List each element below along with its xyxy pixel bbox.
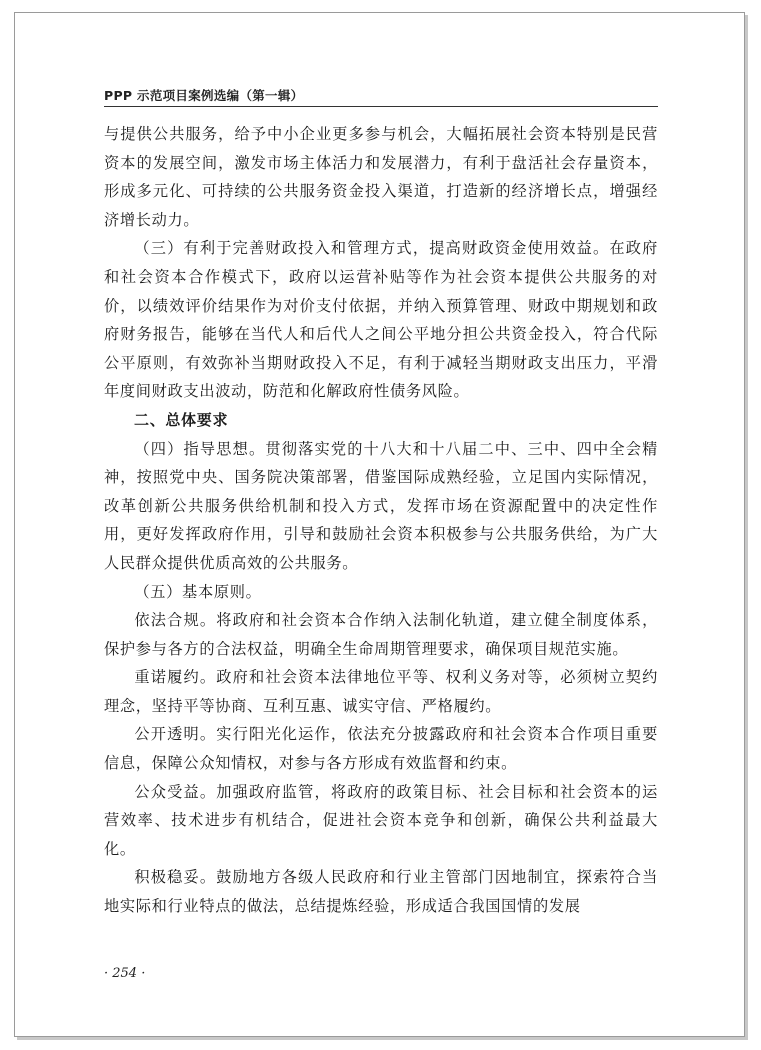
paragraph-item-4: （四）指导思想。贯彻落实党的十八大和十八届二中、三中、四中全会精神，按照党中央、国务院决策部署，借鉴国际成熟经验，立足国内实际情况，改革创新公共服务供给机制和投入方式，发挥市场在资源配置中的决定性作用，更好发挥政府作用，引导和鼓励社会资本积极参与公共服务供给，为广大人民群众提供优质高效的公共服务。 xyxy=(104,439,658,572)
header-rule xyxy=(104,106,658,107)
page-number: · 254 · xyxy=(104,966,146,981)
paragraph-principle-contract: 重诺履约。政府和社会资本法律地位平等、权利义务对等，必须树立契约理念，坚持平等协商、互利互惠、诚实守信、严格履约。 xyxy=(104,668,658,715)
book-title: PPP 示范项目案例选编 xyxy=(104,88,240,103)
paragraph-principle-legal: 依法合规。将政府和社会资本合作纳入法制化轨道，建立健全制度体系，保护参与各方的合法权益，明确全生命周期管理要求，确保项目规范实施。 xyxy=(104,611,658,658)
paragraph-item-5: （五）基本原则。 xyxy=(134,582,262,601)
running-header xyxy=(104,86,303,104)
body-text xyxy=(104,120,658,921)
volume-label: （第一辑） xyxy=(239,88,304,103)
paragraph-principle-prudence: 积极稳妥。鼓励地方各级人民政府和行业主管部门因地制宜，探索符合当地实际和行业特点的做法，总结提炼经验，形成适合我国国情的发展 xyxy=(104,868,658,916)
paragraph-principle-transparency: 公开透明。实行阳光化运作，依法充分披露政府和社会资本合作项目重要信息，保障公众知情权，对参与各方形成有效监督和约束。 xyxy=(104,725,658,773)
paragraph-principle-public-benefit: 公众受益。加强政府监管，将政府的政策目标、社会目标和社会资本的运营效率、技术进步有机结合，促进社会资本竞争和创新，确保公共利益最大化。 xyxy=(104,782,658,858)
section-heading: 二、总体要求 xyxy=(134,410,229,429)
paragraph-continued: 与提供公共服务，给予中小企业更多参与机会，大幅拓展社会资本特别是民营资本的发展空间，激发市场主体活力和发展潜力，有利于盘活社会存量资本，形成多元化、可持续的公共服务资金投入渠道，打造新的经济增长点，增强经济增长动力。 xyxy=(104,125,658,229)
paragraph-item-3: （三）有利于完善财政投入和管理方式，提高财政资金使用效益。在政府和社会资本合作模式下，政府以运营补贴等作为社会资本提供公共服务的对价，以绩效评价结果作为对价支付依据，并纳入预算管理、财政中期规划和政府财务报告，能够在当代人和后代人之间公平地分担公共资金投入，符合代际公平原则，有效弥补当期财政投入不足，有利于减轻当期财政支出压力，平滑年度间财政支出波动，防范和化解政府性债务风险。 xyxy=(104,239,658,401)
